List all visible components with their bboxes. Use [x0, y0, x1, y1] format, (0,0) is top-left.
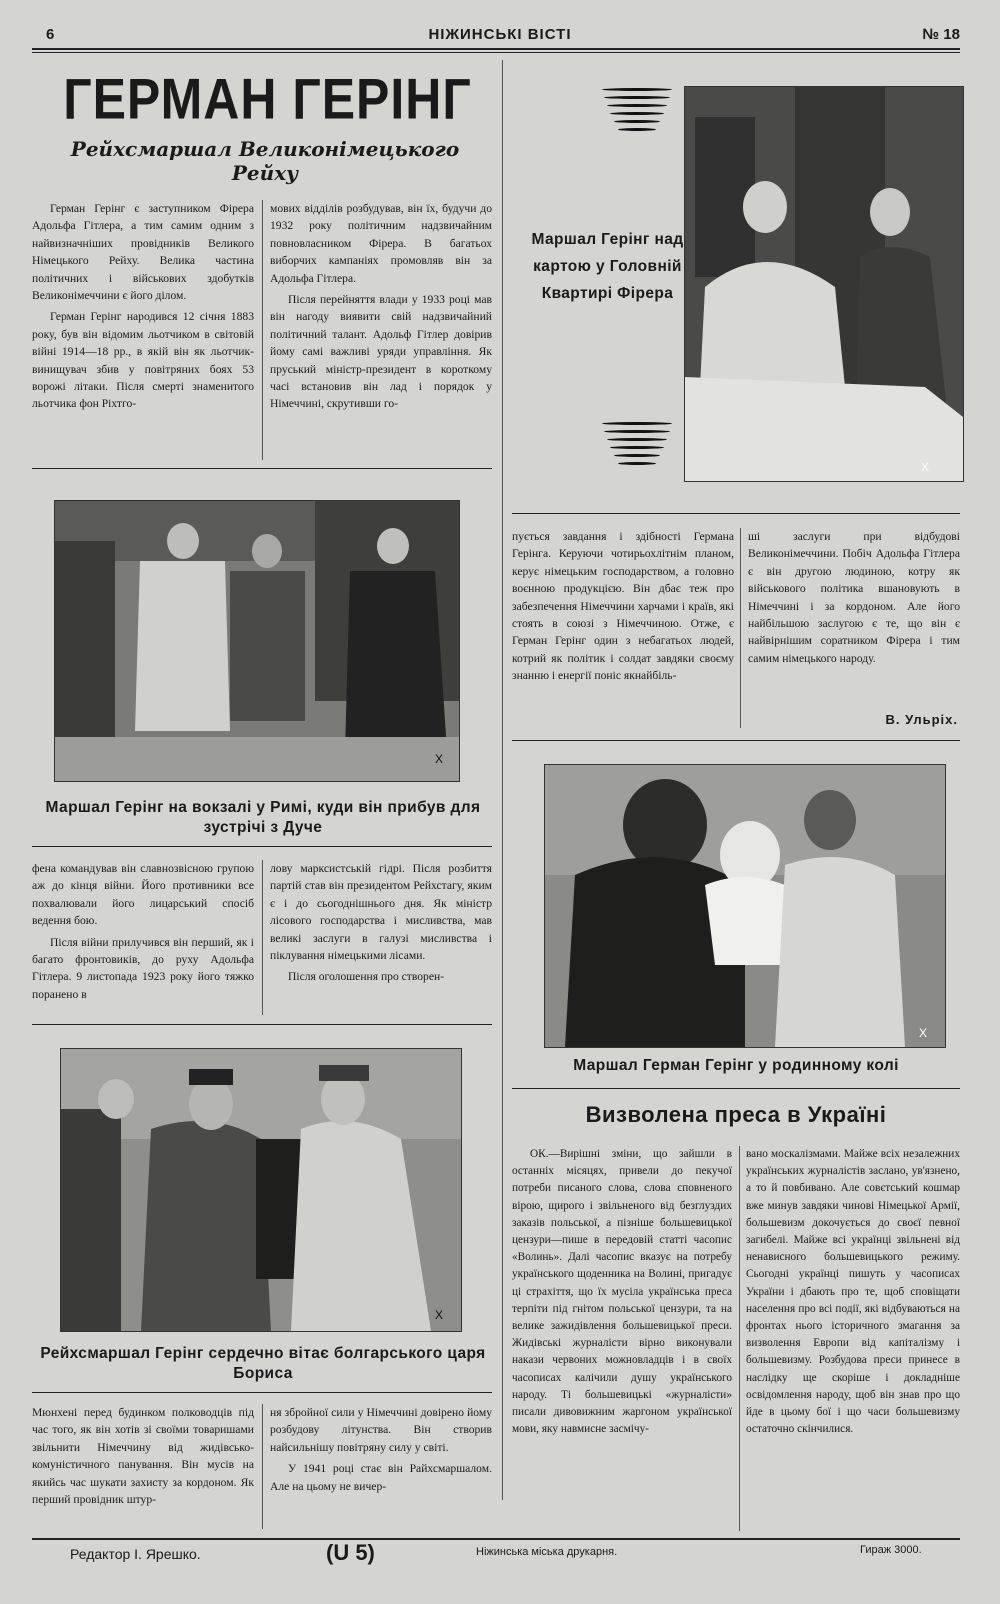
photo-mark: Х	[435, 752, 444, 766]
paragraph: ОК.—Вирішні зміни, що зайшли в останніх місяцях, привели до пекучої потреби писаного слова, слова сповненого вірою, щирого і звільненого від безглуздих заказів польської, а пізніше большевицької цензури—пише в передовій статті часопис «Волинь». Далі часопис вказує на потребу українського щоденника на Волині, пригадує ці страхіття, що їх мусіла українська преса терпіти під гнітом польської цензури, та на велике зажидівлення большевицької преси. Жидівські журналісти вірно виконували накази червоних можновладців і в своїх часописах калічили душу українського народу. Ті большевицькі «журналісти» писали дивовижним жаргоном української мови, яку навмисне засмічу-	[512, 1148, 732, 1436]
photo-caption-map: Маршал Герінг над картою у Головній Квартирі Фірера	[531, 231, 684, 302]
article-column-3	[32, 860, 254, 1020]
article-author: В. Ульріх.	[885, 712, 958, 727]
photo-goering-rome	[54, 500, 460, 782]
article-column-4	[270, 860, 492, 1020]
photo-map-illustration	[685, 87, 963, 481]
paragraph: Після перейняття влади у 1933 році мав він нагоду виявити свій надзвичайний політичний талант. Адольф Гітлер довірив йому самі важливі уряди управління. Як пруський міністр-президент в короткому часі встановив він лад і порядок у Німеччині, скрутивши го-	[270, 293, 492, 411]
photo-caption-family: Маршал Герман Герінг у родинному колі	[573, 1057, 899, 1074]
article-subtitle: Рейхсмаршал Великонімецького Рейху	[70, 137, 460, 185]
article-column-5	[32, 1404, 254, 1534]
photo-goering-boris	[60, 1048, 462, 1332]
photo-caption-rome: Маршал Герінг на вокзалі у Римі, куди він прибув для зустрічі з Дуче	[45, 799, 481, 836]
article-column-7	[512, 528, 734, 728]
column-separator	[262, 1404, 263, 1529]
article-title: ГЕРМАН ГЕРІНГ	[63, 66, 472, 132]
press-column-1	[512, 1146, 732, 1536]
photo-family-illustration	[545, 765, 945, 1047]
footer-censor-mark: (U 5)	[326, 1540, 375, 1565]
paragraph: лову марксистській гідрі. Після розбиття партій став він президентом Рейхстагу, яким є і до сьогоднішнього дня. Як міністр лісового господарства і мисливства, мав великі заслуги в галузі мисливства і піклування німецькими лісами.	[270, 862, 492, 963]
footer-rule	[32, 1538, 960, 1540]
photo-mark: Х	[919, 1026, 928, 1040]
section-rule	[512, 1088, 960, 1089]
footer-editor: Редактор І. Ярешко.	[70, 1546, 201, 1562]
footer-circulation: Гираж 3000.	[860, 1544, 922, 1556]
paragraph: Після війни прилучився він перший, як і багато фронтовиків, до руху Адольфа Гітлера. 9 листопада 1923 року його тяжко поранено в	[32, 935, 254, 1001]
section-rule	[32, 1024, 492, 1025]
paragraph: ня збройної сили у Німеччині довірено йому розбудову літунства. Він створив найсильнішу повітряну силу у світі.	[270, 1406, 492, 1454]
decorative-lines	[602, 422, 672, 470]
header-rule-thin	[32, 52, 960, 53]
photo-caption-boris: Рейхсмаршал Герінг сердечно вітає болгарського царя Бориса	[40, 1345, 486, 1382]
column-separator	[262, 200, 263, 460]
column-separator	[740, 528, 741, 728]
issue-number: № 18	[922, 26, 960, 43]
paragraph: Після оголошення про створен-	[288, 970, 445, 984]
photo-goering-map	[684, 86, 964, 482]
photo-mark: Х	[435, 1308, 444, 1322]
section-rule	[32, 1392, 492, 1393]
section-rule	[512, 740, 960, 741]
paragraph: Герман Герінг є заступником Фірера Адольфа Гітлера, а тим самим одним з найвизначніших провідників Великого Німецького Рейху. Велика частина політичних і військових здобутків Великонімеччини є його ділом.	[32, 202, 254, 303]
article-column-2	[270, 200, 492, 462]
paragraph: ші заслуги при відбудові Великонімеччини. Побіч Адольфа Гітлера є він другою людиною, котру як військового політика вшановують в Німеччині і за кордоном. Але його найбільшою заслугою є те, що він є найвірнішим соратником Фірера і тим самим німецького народу.	[748, 530, 960, 665]
decorative-lines	[602, 88, 672, 136]
article-column-8	[748, 528, 960, 708]
column-separator	[262, 860, 263, 1015]
photo-rome-illustration	[55, 501, 459, 781]
section-rule	[32, 846, 492, 847]
section-rule	[32, 468, 492, 469]
article-column-6	[270, 1404, 492, 1534]
column-separator	[502, 60, 503, 1500]
paragraph: вано москалізмами. Майже всіх незалежних українських журналістів заслано, ув'язнено, а то й повбивано. Але совєтський кошмар вже минув завдяки чинові Німецької Армії, большевизм докочується до своєї певної загибелі. Майже всі українці звільнені від ненависного большевицького режиму. Сьогодні українці пишуть у часописах України і дбають про те, щоб сповіщати населення про всі події, які відбуваються на фронтах нього історичного змагання за визволення Европи від капіталізму і большевизму. Розбудова преси принесе в наслідку ще скоріше і докладніше освідомлення народу, щоб він знав про що йде в цьому бої і що часи большевизму остаточно скінчилися.	[746, 1148, 960, 1436]
photo-mark: Х	[921, 460, 930, 474]
footer-printer: Ніжинська міська друкарня.	[476, 1546, 618, 1558]
paragraph: фена командував він славнозвісною групою аж до кінця війни. Його противники все похвалювали його лицарський спосіб ведення бою.	[32, 862, 254, 928]
article-column-1	[32, 200, 254, 462]
press-column-2	[746, 1146, 960, 1536]
paragraph: Мюнхені перед будинком полководців під час того, як він хотів зі своїми товаришами звільнити Німеччину від жидівсько-комуністичного панування. Він мусів на якийсь час шукати захисту за кордоном. Як перший провідник штур-	[32, 1406, 254, 1507]
section-rule	[512, 513, 960, 514]
paragraph: Герман Герінг народився 12 січня 1883 року, був він відомим льотчиком в світовій війні 1914—18 рр., в якій він як льотчик-винищувач збив у повітряних боях 53 ворожі літаки. Після смерті знаменитого льотчика фон Ріхтго-	[32, 310, 254, 411]
header-rule	[32, 48, 960, 50]
paragraph: У 1941 році стає він Райхсмаршалом. Але на цьому не вичер-	[270, 1462, 492, 1493]
paragraph: пується завдання і здібності Германа Герінга. Керуючи чотирьохлітнім планом, керує німецьким господарством, а головно воєнною продукцією. Він дбає теж про забезпечення Німеччини харчами і країв, які стоять в союзі з Німеччиною. Отже, є Герман Герінг один з небагатьох людей, котрий як політик і солдат завдяки своєму знанню і енергії поніс якнайбіль-	[512, 530, 734, 683]
newspaper-title: НІЖИНСЬКІ ВІСТІ	[428, 26, 572, 43]
press-article-title: Визволена преса в Україні	[585, 1102, 887, 1127]
photo-goering-family	[544, 764, 946, 1048]
page-number: 6	[46, 26, 55, 43]
paragraph: мових відділів розбудував, він їх, будучи до 1932 року політичним надзвичайним повновласником Фірера. В багатьох виборчих кампаніях промовляв він за Адольфа Гітлера.	[270, 202, 492, 285]
column-separator	[739, 1146, 740, 1531]
photo-boris-illustration	[61, 1049, 461, 1331]
